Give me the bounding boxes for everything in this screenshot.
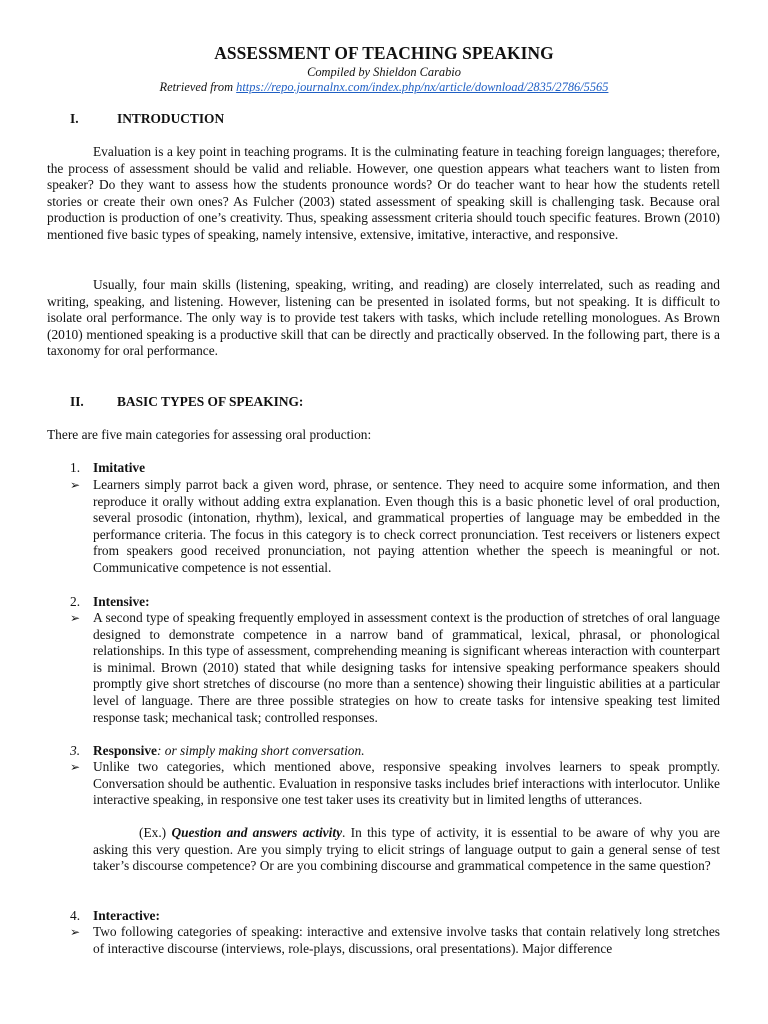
intro-paragraph-1: Evaluation is a key point in teaching programs. It is the culminating feature in teaching foreign languages; therefore, the process of assessment should be valid and reliable. However, one question appears what teachers want to listen from speaker? Do they want to assess how the students pronounce words? Or do teacher want to hear how the students retell stories or create their own ones? As Fulcher (2003) stated assessment of speaking skill is challenging task. Because oral production is production of one’s creativity. Thus, speaking assessment criteria should touch specific features. Brown (2010) mentioned five basic types of speaking, namely intensive, extensive, imitative, interactive, and responsive.: [47, 144, 720, 242]
example-paragraph: [93, 825, 720, 875]
arrow-bullet-icon: ➢: [70, 611, 81, 625]
interactive-description: Two following categories of speaking: interactive and extensive involve tasks that contain relatively long stretches of interactive discourse (interviews, role-plays, discussions, oral presentations). Major difference: [93, 924, 720, 956]
example-prefix: (Ex.): [139, 825, 167, 840]
list-item-subtitle: : or simply making short conversation.: [157, 743, 365, 758]
responsive-description: Unlike two categories, which mentioned above, responsive speaking involves learners to speak promptly. Conversation should be authentic. Evaluation in responsive tasks includes brief interactions with interlocutor. Unlike interactive speaking, in responsive one test taker uses its creativity but in limited lengths of utterances.: [93, 759, 720, 808]
section-number: I.: [70, 111, 79, 126]
arrow-bullet-icon: ➢: [70, 478, 81, 492]
list-item-number: 1.: [70, 460, 81, 475]
list-item-number: 4.: [70, 908, 81, 923]
list-item-number: 2.: [70, 594, 81, 609]
document-title: ASSESSMENT OF TEACHING SPEAKING: [214, 43, 554, 63]
arrow-bullet-icon: ➢: [70, 760, 81, 774]
list-item-heading: [93, 743, 365, 760]
example-label: Question and answers activity: [171, 825, 343, 840]
retrieved-prefix: Retrieved from: [159, 80, 234, 94]
arrow-bullet-icon: ➢: [70, 925, 81, 939]
list-item-label: Intensive:: [93, 594, 150, 609]
section-title: BASIC TYPES OF SPEAKING:: [117, 394, 304, 409]
retrieved-line: [0, 80, 768, 95]
example-text: . In this type of activity, it is essential to be aware of why you are asking this very question. Are you simply trying to elicit strings of language output to gain a general sense of test taker’s discourse competence? Or are you combining discourse and grammatical competence in the same question?: [93, 825, 720, 874]
categories-intro: There are five main categories for assessing oral production:: [47, 427, 372, 442]
list-item-number: 3.: [70, 743, 81, 758]
intro-paragraph-2: Usually, four main skills (listening, speaking, writing, and reading) are closely interrelated, such as reading and writing, speaking, and listening. However, listening can be presented in isolated forms, but not speaking. It is difficult to isolate oral performance. The only way is to provide test takers with tasks, which include retelling monologues. As Brown (2010) mentioned speaking is a productive skill that can be directly and practically observed. In the following part, there is a taxonomy for oral performance.: [47, 277, 720, 359]
imitative-description: Learners simply parrot back a given word, phrase, or sentence. They need to acquire some information, and then reproduce it orally without adding extra explanation. Even though this is a basic phonetic level of oral production, several prosodic (intonation, rhythm), lexical, and grammatical properties of language may be embedded in the performance criteria. The focus in this category is to check correct pronunciation. Test receivers or listeners expect from speakers good received pronunciation, not paying attention whether the speech is meaningful or not. Communicative competence is not essential.: [93, 477, 720, 575]
section-title: INTRODUCTION: [117, 111, 225, 126]
compiled-by-line: Compiled by Shieldon Carabio: [307, 65, 461, 79]
source-link[interactable]: https://repo.journalnx.com/index.php/nx/article/download/2835/2786/5565: [236, 80, 609, 94]
list-item-label: Interactive:: [93, 908, 160, 923]
list-item-label: Responsive: [93, 743, 157, 758]
section-number: II.: [70, 394, 84, 409]
intensive-description: A second type of speaking frequently employed in assessment context is the production of stretches of oral language designed to demonstrate competence in a narrow band of grammatical, lexical, phrasal, or phonological relationships. In this type of assessment, comprehending meaning is significant whereas interaction with counterpart is minimal. Brown (2010) stated that while designing tasks for intensive speaking performance speakers should promptly give short stretches of discourse (no more than a sentence) showing their linguistic abilities at a particular level of language. There are three possible strategies on how to create tasks for intensive speaking test limited response task; mechanical task; controlled responses.: [93, 610, 720, 725]
list-item-label: Imitative: [93, 460, 146, 475]
